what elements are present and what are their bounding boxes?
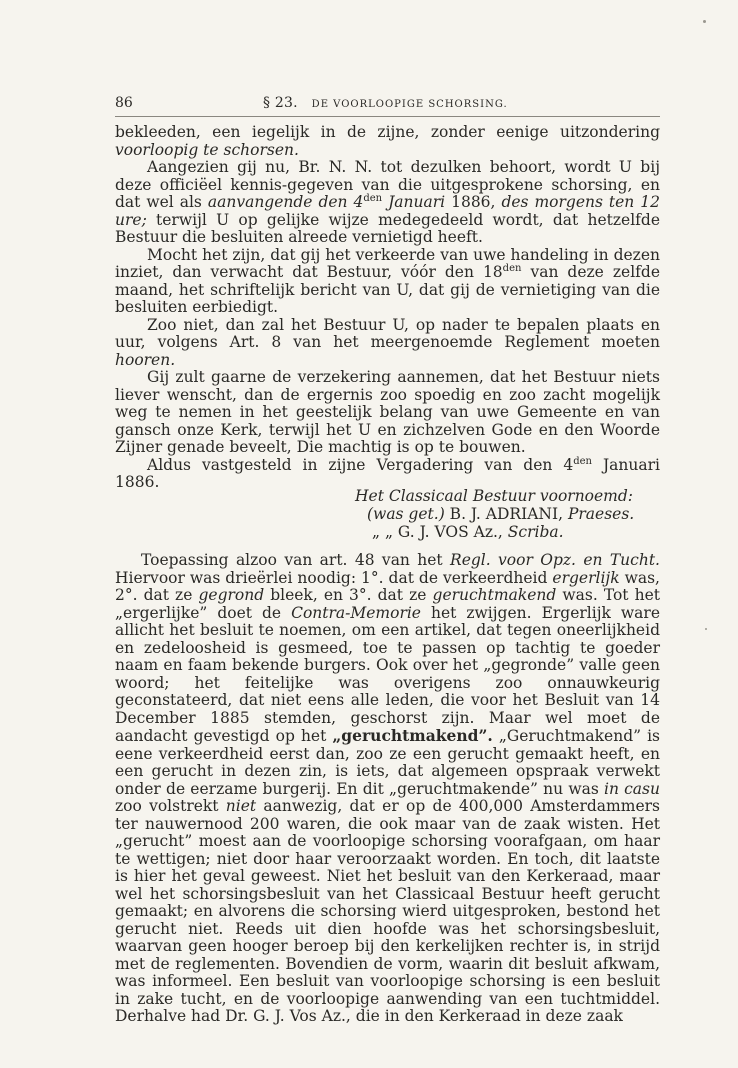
letter-paragraph-2: Aangezien gij nu, Br. N. N. tot dezulken behoort, wordt U bij deze officiëel kennis-gegeven van die uitgesprokene schorsing, en dat wel als aanvangende den $4^{den}$ Januari 1886, des morgens ten 12 ure; terwijl U op gelijke wijze medegedeeld wordt, dat hetzelfde Bestuur die besluiten alreede vernietigd heeft. [115, 158, 660, 246]
commentary-text [115, 552, 660, 1026]
header-rule [115, 116, 660, 117]
page-number: 86 [115, 95, 133, 111]
section-mark: § 23. [263, 95, 298, 111]
signature-line-2: (was get.) B. J. ADRIANI, Praeses. [367, 505, 635, 523]
signature-line-1: Het Classicaal Bestuur voornoemd: [355, 487, 634, 505]
paper-speck [703, 20, 706, 23]
signature-line-3: „ „ G. J. VOS Az., Scriba. [372, 523, 564, 541]
letter-paragraph-3: Mocht het zijn, dat gij het verkeerde van uwe handeling in dezen inziet, dan verwacht dat Bestuur, vóór den $18^{den}$ van deze zelfde maand, het schriftelijk bericht van U, dat gij de vernietiging van die besluiten eerbiedigt. [115, 245, 660, 316]
letter-paragraph-4: Zoo niet, dan zal het Bestuur U, op nader te bepalen plaats en uur, volgens Art. 8 van het meergenoemde Reglement moeten hooren. [115, 315, 660, 369]
letter-paragraph-1: bekleeden, een iegelijk in de zijne, zonder eenige uitzondering voorloopig te schorsen. [115, 123, 660, 159]
letter-paragraph-5: Gij zult gaarne de verzekering aannemen, dat het Bestuur niets liever wenscht, dan de ergernis zoo spoedig en zoo zacht mogelijk weg te nemen in het geestelijk belang van uwe Gemeente en van gansch onze Kerk, terwijl het U en zichzelven Gode en den Woorde Zijner genade beveelt, Die machtig is op te bouwen. [115, 368, 660, 456]
letter-text [115, 124, 660, 492]
commentary-paragraph: Toepassing alzoo van art. 48 van het Regl. voor Opz. en Tucht. Hiervoor was drieërlei noodig: 1°. dat de verkeerdheid ergerlijk was, 2°. dat ze gegrond bleek, en 3°. dat ze geruchtmakend was. Tot het „ergerlijke” doet de Contra-Memorie het zwijgen. Ergerlijk ware allicht het besluit te noemen, om een artikel, dat tegen oneerlijkheid en zedeloosheid is gesmeed, toe te passen op tachtig te goeder naam en faam bekende burgers. Ook over het „gegronde” valle geen woord; het feitelijke was overigens zoo onnauwkeurig geconstateerd, dat niet eens alle leden, die voor het Besluit van 14 December 1885 stemden, geschorst zijn. Maar wel moet de aandacht gevestigd op het „geruchtmakend”. „Geruchtmakend” is eene verkeerdheid eerst dan, zoo ze een gerucht gemaakt heeft, en een gerucht in dezen zin, is iets, dat algemeen opspraak verwekt onder de eerzame burgerij. En dit „geruchtmakende” nu was in casu zoo volstrekt niet aanwezig, dat er op de 400,000 Amsterdammers ter nauwernood 200 waren, die ook maar van de zaak wisten. Het „gerucht” moest aan de voorloopige schorsing voorafgaan, om haar te wettigen; niet door haar veroorzaakt worden. En toch, dit laatste is hier het geval geweest. Niet het besluit van den Kerkeraad, maar wel het schorsingsbesluit van het Classicaal Bestuur heeft gerucht gemaakt; en alvorens die schorsing wierd uitgesproken, bestond het gerucht niet. Reeds uit dien hoofde was het schorsingsbesluit, waarvan geen hooger beroep bij den kerkelijken rechter is, in strijd met de reglementen. Bovendien de vorm, waarin dit besluit afkwam, was informeel. Een besluit van voorloopige schorsing is een besluit in zake tucht, en de voorloopige aanwending van een tuchtmiddel. Derhalve had Dr. G. J. Vos Az., die in den Kerkeraad in deze zaak [115, 551, 660, 1025]
paper-speck [705, 628, 707, 630]
section-heading [263, 93, 508, 115]
letter-paragraph-6: Aldus vastgesteld in zijne Vergadering van den $4^{den}$ Januari 1886. [115, 455, 660, 491]
running-header [115, 93, 660, 113]
section-title: DE VOORLOOPIGE SCHORSING. [311, 99, 508, 110]
